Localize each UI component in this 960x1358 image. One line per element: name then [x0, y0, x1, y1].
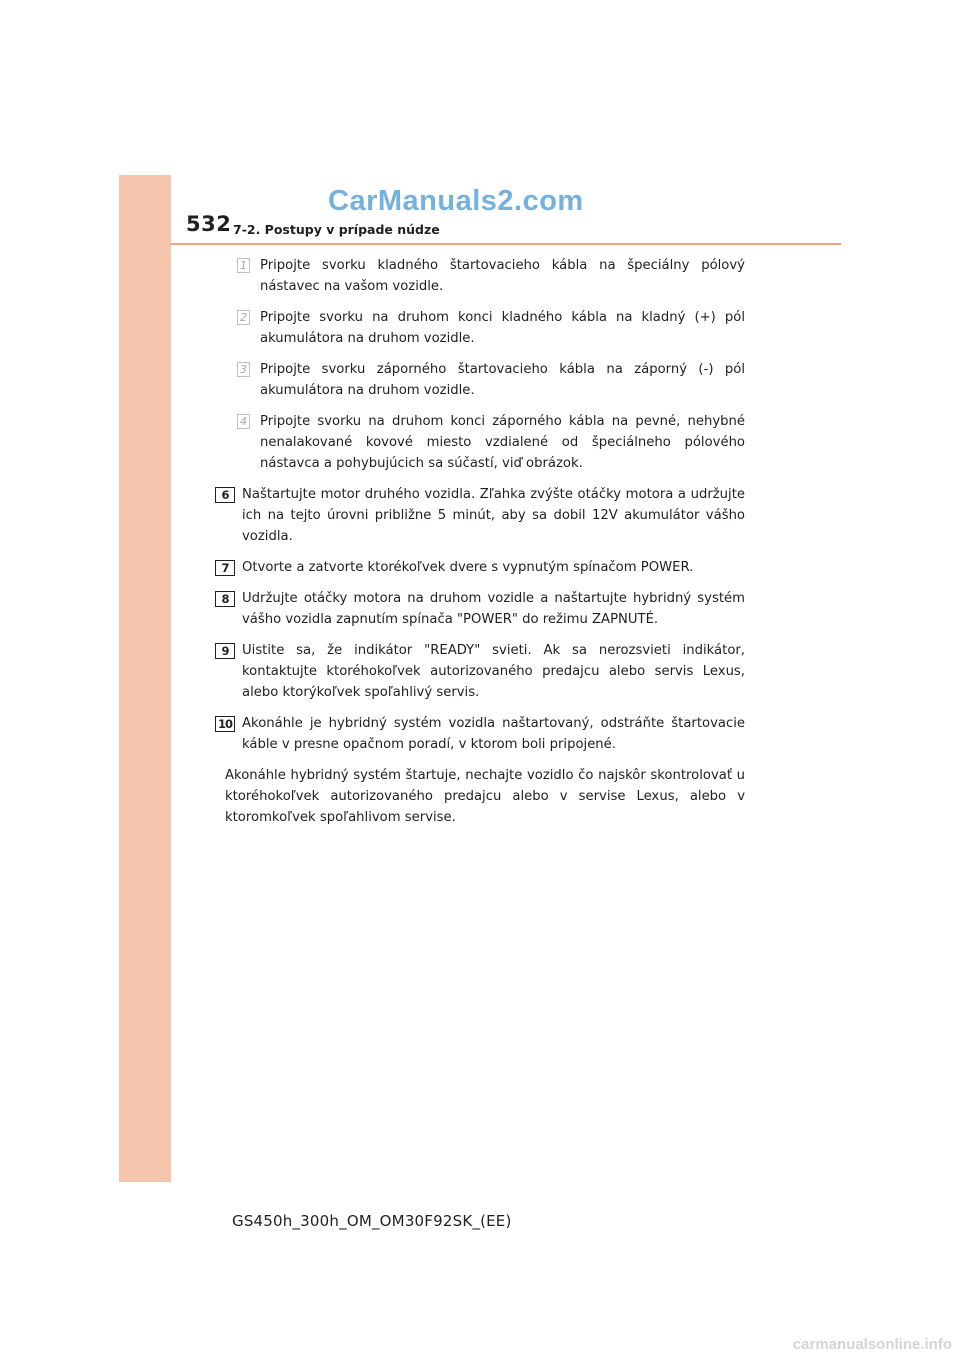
step-badge-icon: 8 — [215, 591, 235, 607]
sub-step-3 — [215, 359, 745, 401]
step-8 — [215, 588, 745, 630]
document-code: GS450h_300h_OM_OM30F92SK_(EE) — [232, 1212, 512, 1230]
step-text: Udržujte otáčky motora na druhom vozidle a naštartujte hybridný systém vášho vozidla zapnutím spínača "POWER" do režimu ZAPNUTÉ. — [242, 591, 745, 627]
step-6 — [215, 484, 745, 547]
step-number-icon: 4 — [237, 414, 250, 429]
section-title: 7-2. Postupy v prípade núdze — [233, 222, 440, 237]
sub-step-4 — [215, 411, 745, 474]
step-text: Uistite sa, že indikátor "READY" svieti. Ak sa nerozsvieti indikátor, kontaktujte ktoréhokoľvek autorizovaného predajcu alebo servis Lexus, alebo ktorýkoľvek spoľahlivý servis. — [242, 643, 745, 700]
sub-step-1 — [215, 255, 745, 297]
watermark-logo[interactable]: CarManuals2.com — [328, 185, 584, 217]
step-badge-icon: 7 — [215, 560, 235, 576]
step-badge-icon: 9 — [215, 643, 235, 659]
sub-step-text: Pripojte svorku kladného štartovacieho kábla na špeciálny pólový nástavec na vašom vozidle. — [260, 258, 745, 294]
side-band — [119, 175, 171, 1182]
sub-step-text: Pripojte svorku záporného štartovacieho kábla na záporný (-) pól akumulátora na druhom vozidle. — [260, 362, 745, 398]
main-content — [215, 255, 745, 828]
page-number: 532 — [186, 212, 232, 236]
step-text: Akonáhle je hybridný systém vozidla naštartovaný, odstráňte štartovacie káble v presne opačnom poradí, v ktorom boli pripojené. — [242, 716, 745, 752]
header-rule — [171, 243, 841, 245]
step-number-icon: 3 — [237, 362, 250, 377]
sub-step-text: Pripojte svorku na druhom konci kladného kábla na kladný (+) pól akumulátora na druhom vozidle. — [260, 310, 745, 346]
step-text: Naštartujte motor druhého vozidla. Zľahka zvýšte otáčky motora a udržujte ich na tejto úrovni približne 5 minút, aby sa dobil 12V akumulátor vášho vozidla. — [242, 487, 745, 544]
step-10 — [215, 713, 745, 755]
note-paragraph: Akonáhle hybridný systém štartuje, nechajte vozidlo čo najskôr skontrolovať u ktoréhokoľvek autorizovaného predajcu alebo v servise Lexus, alebo v ktoromkoľvek spoľahlivom servise. — [225, 768, 745, 825]
step-number-icon: 2 — [237, 310, 250, 325]
step-text: Otvorte a zatvorte ktorékoľvek dvere s vypnutým spínačom POWER. — [242, 560, 694, 575]
sub-step-2 — [215, 307, 745, 349]
bottom-watermark[interactable]: carmanualsonline.info — [792, 1336, 952, 1353]
step-number-icon: 1 — [237, 258, 250, 273]
step-9 — [215, 640, 745, 703]
step-badge-icon: 10 — [215, 716, 235, 732]
step-badge-icon: 6 — [215, 487, 235, 503]
step-7 — [215, 557, 745, 578]
sub-step-text: Pripojte svorku na druhom konci záporného kábla na pevné, nehybné nenalakované kovové miesto vzdialené od špeciálneho pólového nástavca a pohybujúcich sa súčastí, viď obrázok. — [260, 414, 745, 471]
